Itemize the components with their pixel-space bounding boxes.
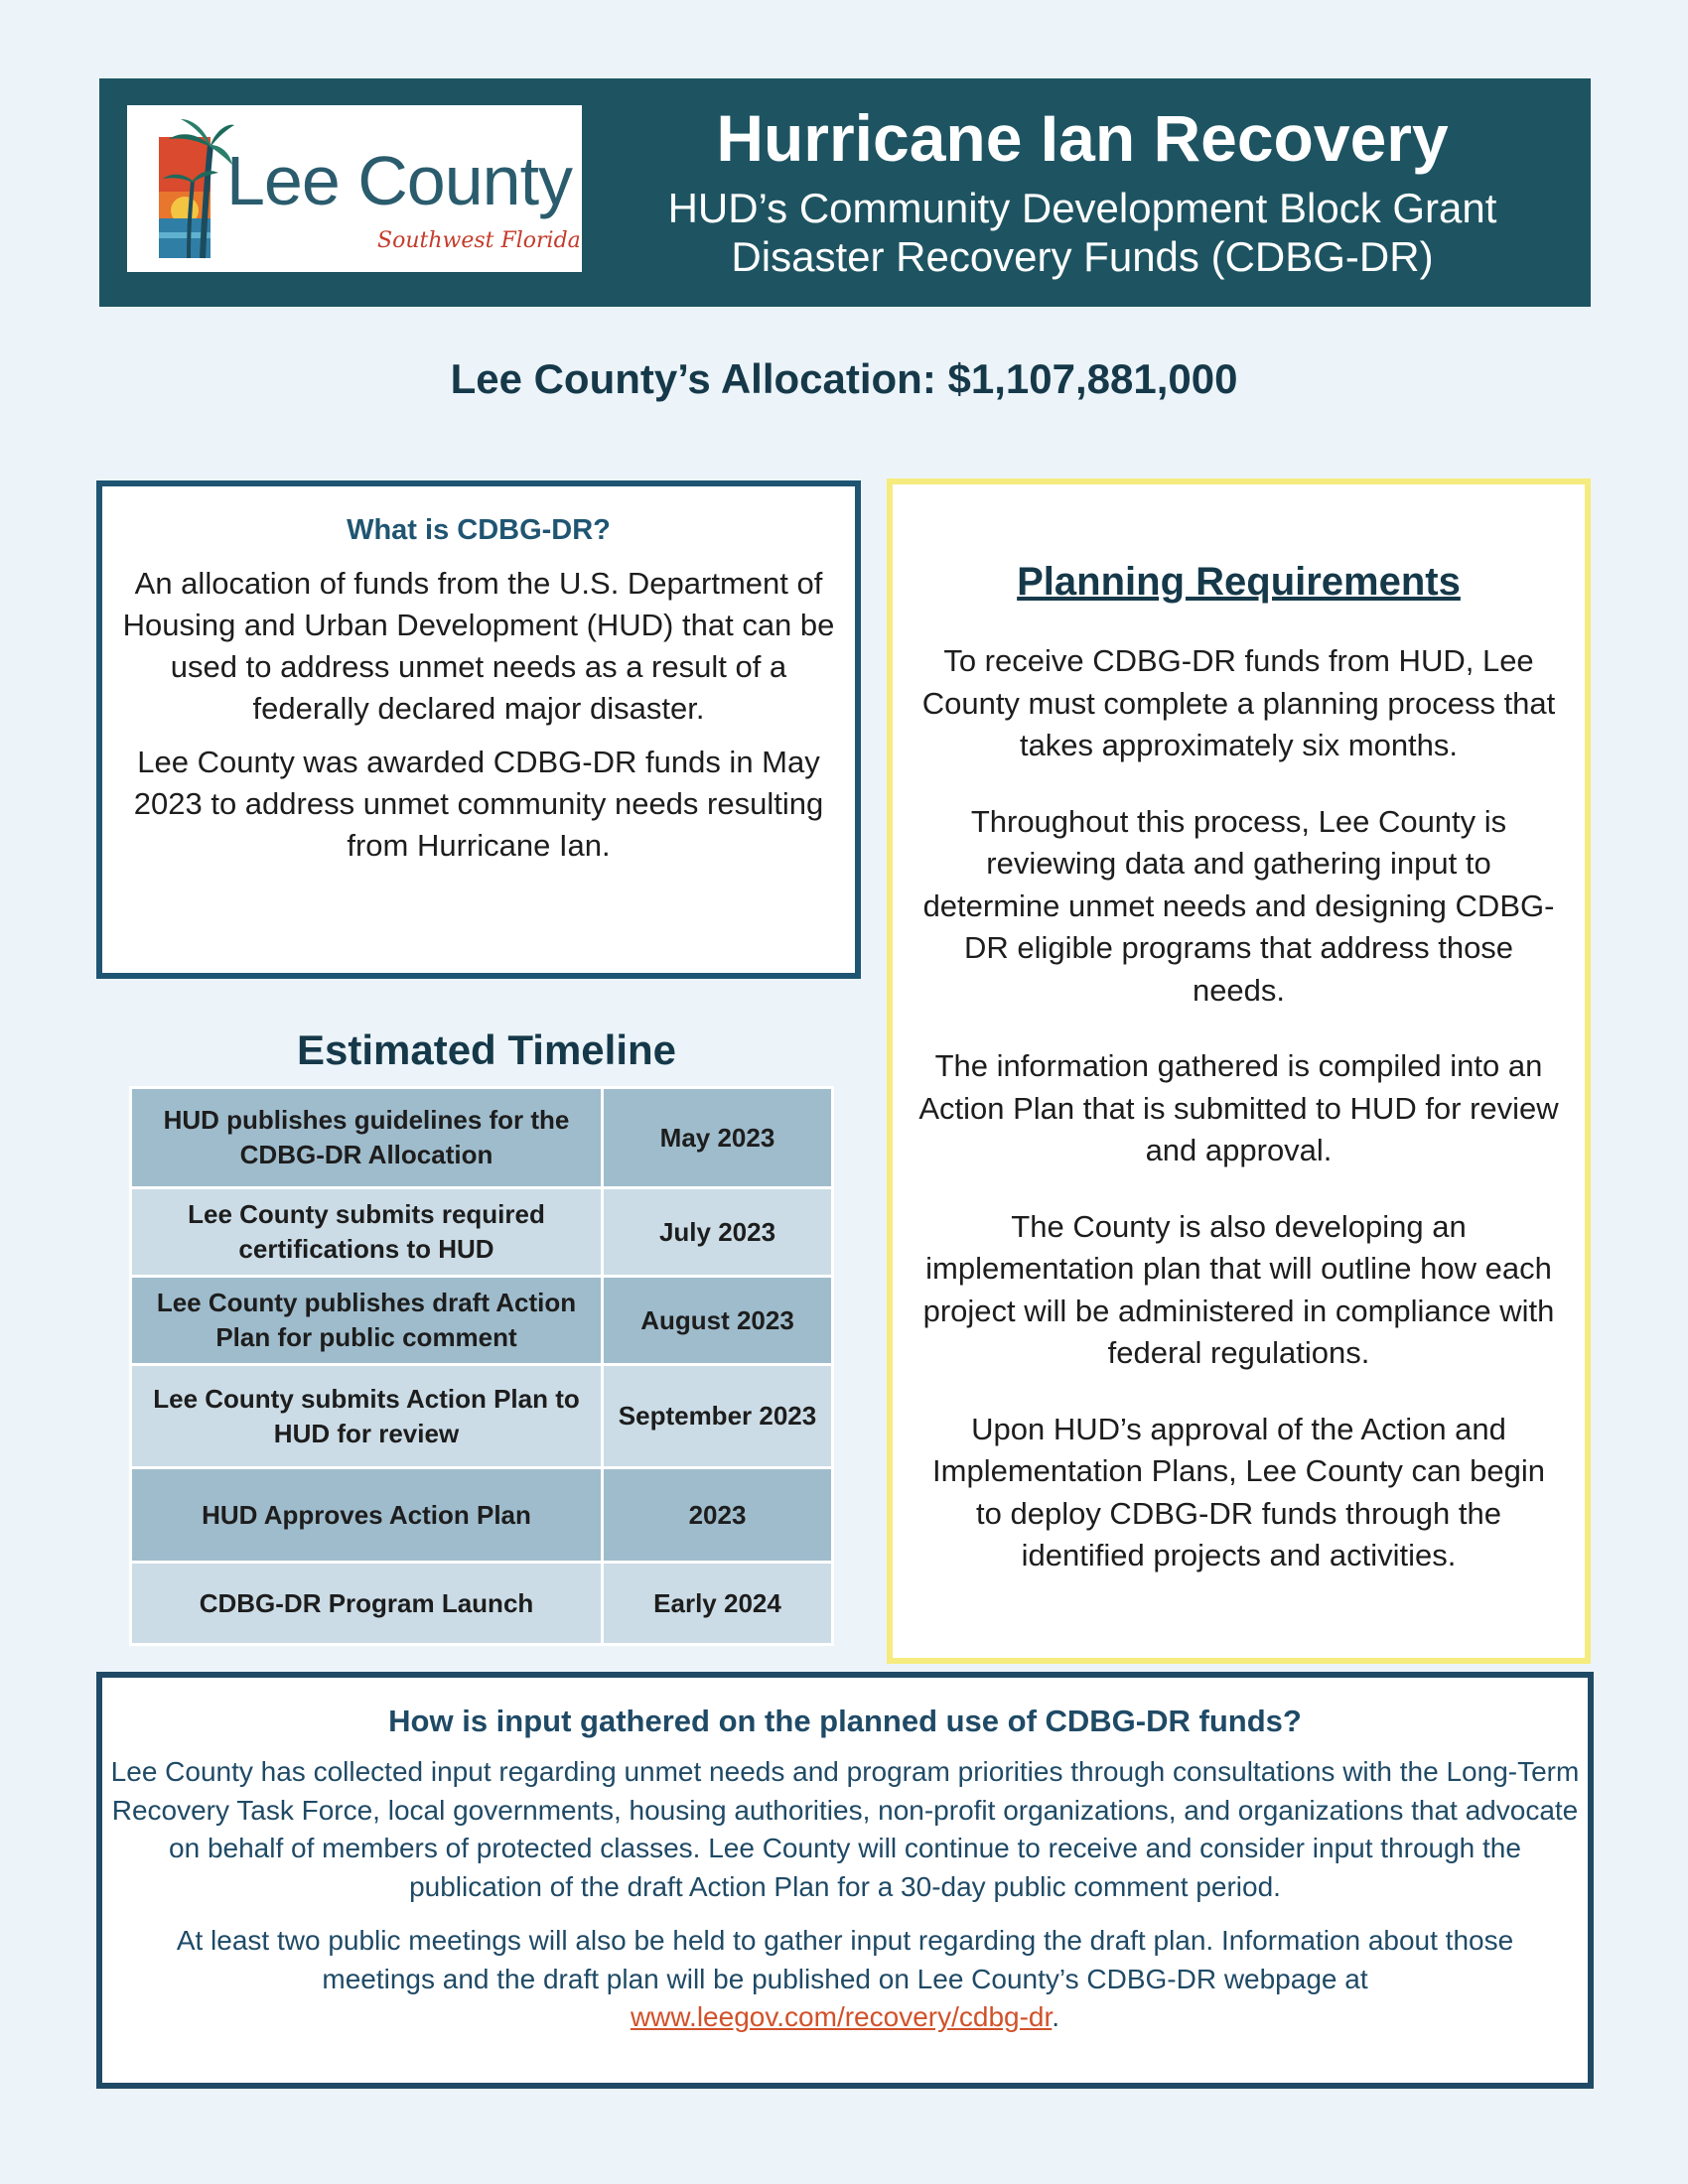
timeline-event: Lee County publishes draft Action Plan for public comment [132, 1278, 601, 1363]
planning-body [893, 640, 1585, 1577]
timeline-date: September 2023 [604, 1366, 831, 1466]
what-is-body [102, 563, 855, 867]
allocation-heading: Lee County’s Allocation: $1,107,881,000 [450, 355, 1238, 402]
timeline-row [132, 1469, 831, 1561]
timeline-row [132, 1089, 831, 1186]
planning-requirements-box [887, 478, 1591, 1664]
timeline-date: August 2023 [604, 1278, 831, 1363]
logo-name-text: Lee County [226, 142, 573, 219]
timeline-row [132, 1189, 831, 1275]
input-gathering-box [96, 1672, 1594, 2089]
input-paragraph-2-text: At least two public meetings will also be held to gather input regarding the draft plan. Information about those meetings and the draft plan will be published on Lee County’s CDBG-DR webpage at [176, 1925, 1514, 1994]
link-suffix: . [1052, 2001, 1060, 2032]
timeline-date: May 2023 [604, 1089, 831, 1186]
planning-paragraph-4: The County is also developing an implementation plan that will outline how each project will be administered in compliance with federal regulations. [922, 1208, 1555, 1370]
timeline-row [132, 1564, 831, 1643]
timeline-title: Estimated Timeline [296, 1026, 677, 1073]
subtitle-line-2: Disaster Recovery Funds (CDBG-DR) [731, 233, 1434, 280]
what-is-paragraph-1: An allocation of funds from the U.S. Department of Housing and Urban Development (HUD) that can be used to address unmet needs as a result of a federally declared major disaster. [122, 566, 835, 726]
subtitle-line-1: HUD’s Community Development Block Grant [667, 185, 1497, 231]
what-is-cdbg-dr-box [96, 480, 861, 979]
planning-paragraph-3: The information gathered is compiled into an Action Plan that is submitted to HUD for review and approval. [918, 1048, 1559, 1167]
planning-paragraph-1: To receive CDBG-DR funds from HUD, Lee County must complete a planning process that takes approximately six months. [921, 643, 1556, 762]
palm-tree-logo-icon [145, 115, 234, 262]
timeline-event: HUD publishes guidelines for the CDBG-DR Allocation [132, 1089, 601, 1186]
timeline-table [129, 1086, 834, 1646]
timeline-event: HUD Approves Action Plan [132, 1469, 601, 1561]
page-subtitle [616, 184, 1549, 281]
what-is-paragraph-2: Lee County was awarded CDBG-DR funds in May 2023 to address unmet community needs resulting from Hurricane Ian. [133, 745, 824, 863]
input-paragraph-2 [108, 1922, 1582, 2037]
timeline-event: Lee County submits required certifications to HUD [132, 1189, 601, 1275]
planning-title: Planning Requirements [1017, 560, 1461, 604]
what-is-title: What is CDBG-DR? [347, 514, 611, 546]
header-banner [99, 78, 1591, 307]
input-title: How is input gathered on the planned use of CDBG-DR funds? [388, 1704, 1302, 1738]
lee-county-logo [127, 105, 582, 272]
timeline-event: CDBG-DR Program Launch [132, 1564, 601, 1643]
planning-paragraph-2: Throughout this process, Lee County is reviewing data and gathering input to determine unmet needs and designing CDBG-DR eligible programs that address those needs. [922, 803, 1555, 1008]
timeline-event: Lee County submits Action Plan to HUD for review [132, 1366, 601, 1466]
planning-paragraph-5: Upon HUD’s approval of the Action and Implementation Plans, Lee County can begin to deploy CDBG-DR funds through the identified projects and activities. [932, 1411, 1545, 1572]
input-body [102, 1753, 1588, 2037]
cdbg-dr-webpage-link[interactable]: www.leegov.com/recovery/cdbg-dr [630, 2001, 1053, 2032]
page-title: Hurricane Ian Recovery [716, 101, 1449, 175]
timeline-date: 2023 [604, 1469, 831, 1561]
timeline-row [132, 1366, 831, 1466]
timeline-row [132, 1278, 831, 1363]
logo-tagline-text: Southwest Florida [377, 228, 581, 253]
input-paragraph-1: Lee County has collected input regarding unmet needs and program priorities through consultations with the Long-Term Recovery Task Force, local governments, housing authorities, non-profit organizations, and organizations that advocate on behalf of members of protected classes. Lee County will continue to receive and consider input through the publication of the draft Action Plan for a 30-day public comment period. [110, 1756, 1580, 1902]
timeline-date: Early 2024 [604, 1564, 831, 1643]
timeline-date: July 2023 [604, 1189, 831, 1275]
